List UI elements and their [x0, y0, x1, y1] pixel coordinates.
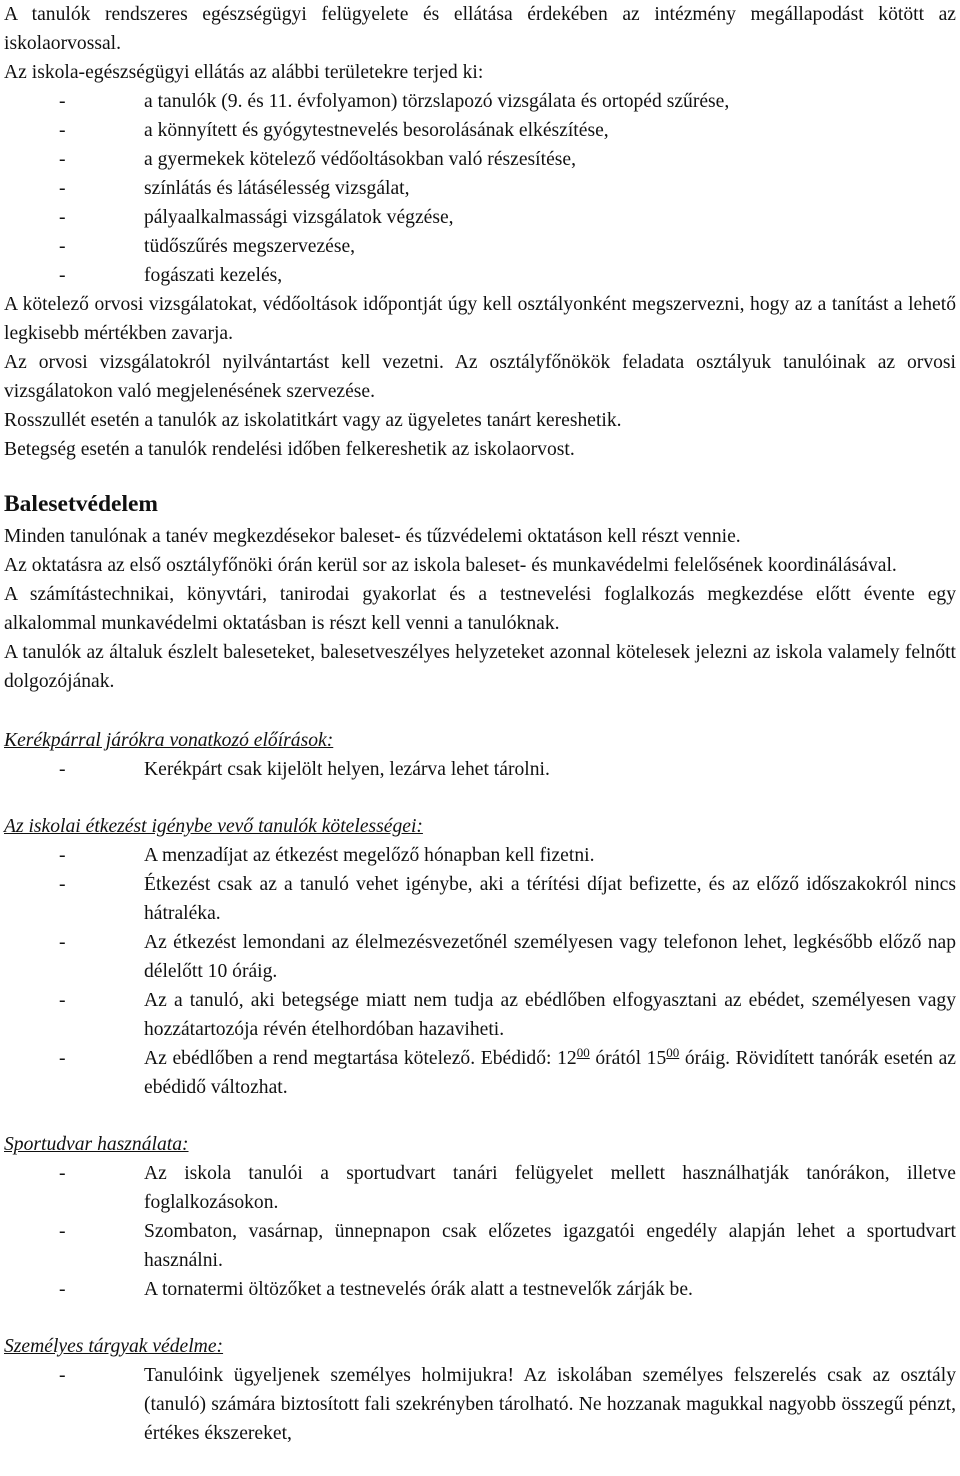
list-item: - fogászati kezelés, — [59, 265, 283, 286]
intro-paragraph: A tanulók rendszeres egészségügyi felügyelete és ellátása érdekében az intézmény megállapodást kötött az iskolaorvossal. — [4, 4, 956, 54]
list-item: - tüdőszűrés megszervezése, — [59, 236, 356, 257]
list-item: - Tanulóink ügyeljenek személyes holmijukra! Az iskolában személyes felszerelés csak az osztály (tanuló) számára biztosított fali szekrényben tárolható. Ne hozzanak magukkal nagyobb összegű pénzt, értékes ékszereket, — [59, 1365, 956, 1444]
list-item: - A tornatermi öltözőket a testnevelés órák alatt a testnevelők zárják be. — [59, 1279, 693, 1300]
list-item-lunch-time: - Az ebédlőben a rend megtartása kötelező. Ebédidő: $12^{00}$ órától $15^{00}$ óráig. Rövidített tanórák esetén az ebédidő változhat. — [59, 1045, 956, 1098]
paragraph: Az orvosi vizsgálatokról nyilvántartást kell vezetni. Az osztályfőnökök feladata osztályuk tanulóinak az orvosi vizsgálatokon való megjelenésének szervezése. — [4, 352, 956, 402]
list-item: - A menzadíjat az étkezést megelőző hónapban kell fizetni. — [59, 845, 595, 866]
list-item: - a könnyített és gyógytestnevelés besorolásának elkészítése, — [59, 120, 609, 141]
list-item: - Szombaton, vasárnap, ünnepnapon csak előzetes igazgatói engedély alapján lehet a sportudvart használni. — [59, 1221, 956, 1271]
paragraph: Rosszullét esetén a tanulók az iskolatitkárt vagy az ügyeletes tanárt kereshetik. — [4, 410, 622, 431]
paragraph: Betegség esetén a tanulók rendelési időben felkereshetik az iskolaorvost. — [4, 439, 575, 460]
section-heading-balesetvedelem: Balesetvédelem — [4, 491, 159, 517]
subsection-heading-etkezes: Az iskolai étkezést igénybe vevő tanulók kötelességei: — [4, 816, 423, 837]
list-item: - Az étkezést lemondani az élelmezésvezetőnél személyesen vagy telefonon lehet, legkésőbb előző nap délelőtt 10 óráig. — [59, 932, 956, 982]
intro-paragraph: Az iskola-egészségügyi ellátás az alábbi területekre terjed ki: — [4, 62, 484, 83]
list-item: - Kerékpárt csak kijelölt helyen, lezárva lehet tárolni. — [59, 759, 550, 780]
list-item: - Az iskola tanulói a sportudvart tanári felügyelet mellett használhatják tanórákon, illetve foglalkozásokon. — [59, 1163, 956, 1213]
list-item: - pályaalkalmassági vizsgálatok végzése, — [59, 207, 454, 228]
paragraph: A tanulók az általuk észlelt baleseteket, balesetveszélyes helyzeteket azonnal kötelesek jelezni az iskola valamely felnőtt dolgozójának. — [4, 642, 956, 692]
subsection-heading-sportudvar: Sportudvar használata: — [4, 1134, 189, 1155]
subsection-heading-szemelyes: Személyes tárgyak védelme: — [4, 1336, 224, 1357]
health-care-list — [4, 87, 956, 290]
paragraph: Az oktatásra az első osztályfőnöki órán kerül sor az iskola baleset- és munkavédelmi felelősének koordinálásával. — [4, 555, 897, 576]
list-item: - színlátás és látásélesség vizsgálat, — [59, 178, 410, 199]
list-item: - a tanulók (9. és 11. évfolyamon) törzslapozó vizsgálata és ortopéd szűrése, — [59, 91, 730, 112]
list-item: - Étkezést csak az a tanuló vehet igénybe, aki a térítési díjat befizette, és az előző időszakokról nincs hátraléka. — [59, 874, 956, 924]
list-item: - a gyermekek kötelező védőoltásokban való részesítése, — [59, 149, 576, 170]
paragraph: Minden tanulónak a tanév megkezdésekor baleset- és tűzvédelemi oktatáson kell részt vennie. — [4, 526, 741, 547]
paragraph: A számítástechnikai, könyvtári, tanirodai gyakorlat és a testnevelési foglalkozás megkezdése előtt évente egy alkalommal munkavédelmi oktatásban is részt kell venni a tanulóknak. — [4, 584, 956, 634]
subsection-heading-kerekpar: Kerékpárral járókra vonatkozó előírások: — [4, 730, 334, 751]
paragraph: A kötelező orvosi vizsgálatokat, védőoltások időpontját úgy kell osztályonként megszervezni, hogy az a tanítást a lehető legkisebb mértékben zavarja. — [4, 294, 956, 344]
list-item: - Az a tanuló, aki betegsége miatt nem tudja az ebédlőben elfogyasztani az ebédet, személyesen vagy hozzátartozója révén ételhordóban hazaviheti. — [59, 990, 956, 1040]
